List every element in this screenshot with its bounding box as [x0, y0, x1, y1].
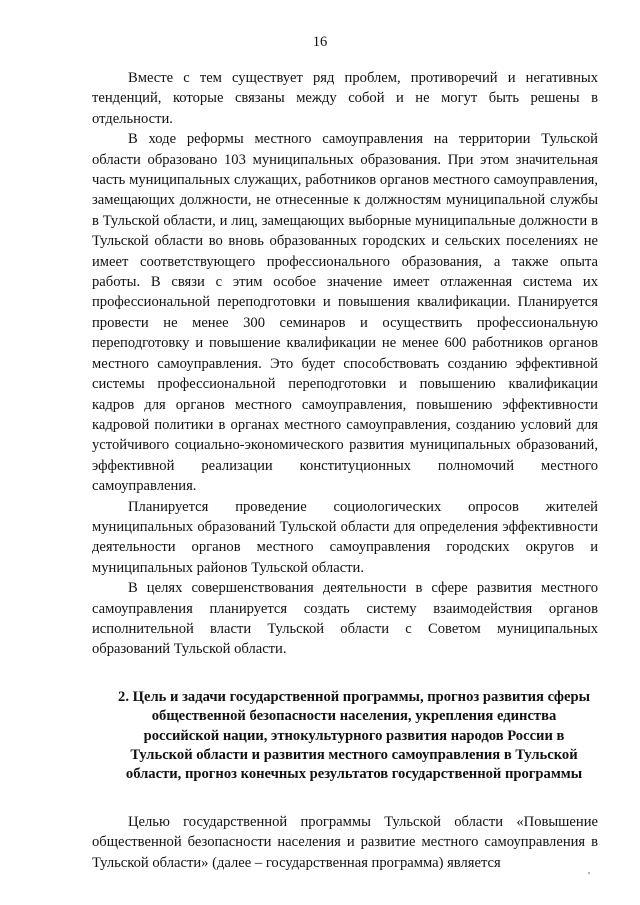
scan-speck	[588, 872, 590, 874]
paragraph-goal: Целью государственной программы Тульской области «Повышение общественной безопасности населения и развитие местного самоуправления в Тульской области» (далее – государственная программа) является	[92, 813, 598, 871]
page-number: 16	[312, 34, 328, 50]
paragraph-interaction: В целях совершенствования деятельности в сфере развития местного самоуправления планируется создать систему взаимодействия органов исполнительной власти Тульской области с Советом муниципальных образований Тульской области.	[92, 580, 598, 658]
paragraph-surveys: Планируется проведение социологических опросов жителей муниципальных образований Тульской области для определения эффективности деятельности органов местного самоуправления городских округов и муниципальных районов Тульской области.	[92, 498, 598, 576]
paragraph-reform: В ходе реформы местного самоуправления на территории Тульской области образовано 103 муниципальных образования. При этом значительная часть муниципальных служащих, работников органов местного самоуправления, замещающих должности, не отнесенные к должностям муниципальной службы в Тульской области, и лиц, замещающих выборные муниципальные должности в Тульской области во вновь образованных городских и сельских поселениях не имеет соответствующего профессионального образования, а также опыта работы. В связи с этим особое значение имеет отлаженная система их профессиональной переподготовки и повышения квалификации. Планируется провести не менее 300 семинаров и осуществить профессиональную переподготовку и повышение квалификации не менее 600 работников органов местного самоуправления. Это будет способствовать созданию эффективной системы профессиональной переподготовки и повышению квалификации кадров для органов местного самоуправления, повышению эффективности кадровой политики в органах местного самоуправления, созданию условий для устойчивого социально-экономического развития муниципальных образований, эффективной реализации конституционных полномочий местного самоуправления.	[92, 131, 598, 495]
section-heading: 2. Цель и задачи государственной программы, прогноз развития сферы общественной безопасности населения, укрепления единства российской нации, этнокультурного развития народов России в Тульской области и развития местного самоуправления в Тульской области, прогноз конечных результатов государственной программы	[118, 688, 590, 783]
document-body	[92, 68, 598, 873]
paragraph-problems: Вместе с тем существует ряд проблем, противоречий и негативных тенденций, которые связаны между собой и не могут быть решены в отдельности.	[92, 70, 598, 127]
